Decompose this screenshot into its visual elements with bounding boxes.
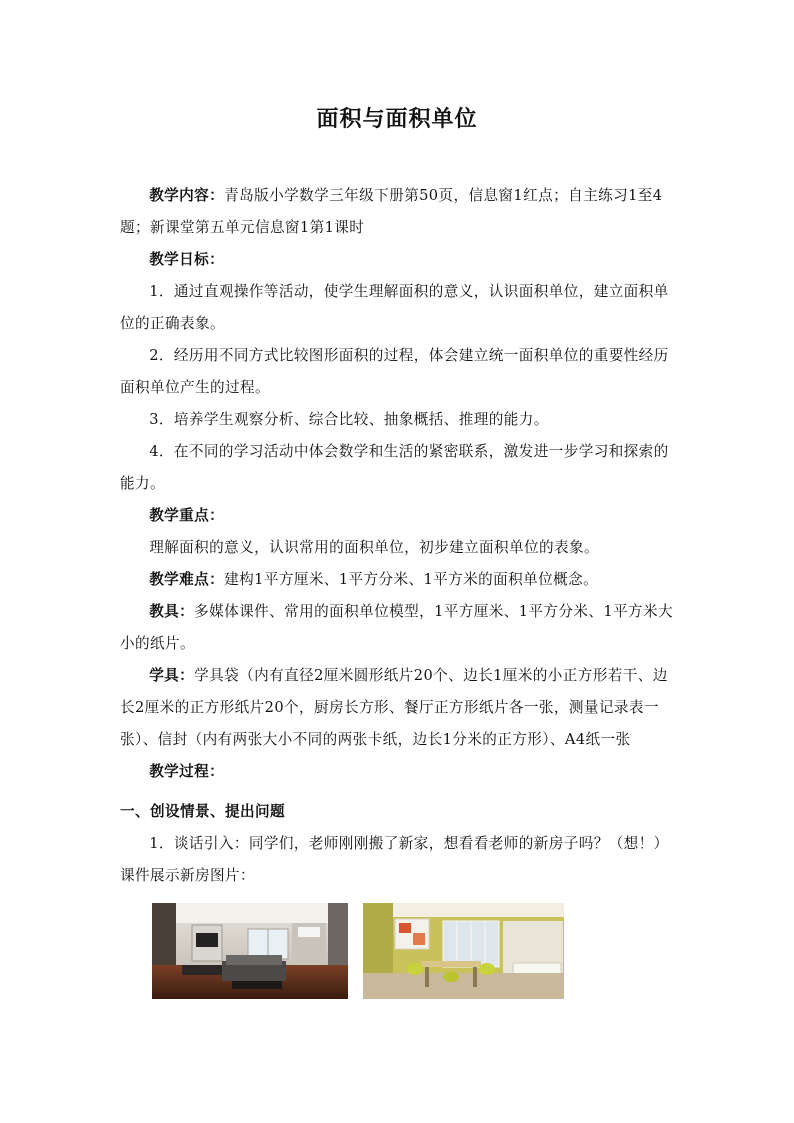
learning-aids-text: 学具袋（内有直径2厘米圆形纸片20个、边长1厘米的小正方形若干、边长2厘米的正方形纸片20个，厨房长方形、餐厅正方形纸片各一张，测量记录表一张）、信封（内有两张大小不同的两张卡纸，边长1分米的正方形）、A4纸一张 [120,667,668,748]
objective-item: 3．培养学生观察分析、综合比较、抽象概括、推理的能力。 [149,411,549,428]
lesson-content [120,180,676,892]
teaching-aids-paragraph [120,596,676,660]
teaching-content-label: 教学内容： [149,187,225,204]
page-title: 面积与面积单位 [316,107,478,132]
objectives-heading: 教学日标： [149,251,225,268]
key-points-heading: 教学重点： [149,507,225,524]
difficulty-text: 建构1平方厘米、1平方分米、1平方米的面积单位概念。 [224,571,599,588]
step-1-text: 1．谈话引入：同学们，老师刚刚搬了新家，想看看老师的新房子吗？（想！）课件展示新房图片： [120,835,669,884]
learning-aids-label: 学具： [149,667,195,684]
teaching-aids-text: 多媒体课件、常用的面积单位模型，1平方厘米、1平方分米、1平方米大小的纸片。 [120,603,674,652]
dining-room-photo [363,903,564,999]
objective-item: 4．在不同的学习活动中体会数学和生活的紧密联系，激发进一步学习和探索的能力。 [120,443,669,492]
objective-item: 2．经历用不同方式比较图形面积的过程，体会建立统一面积单位的重要性经历面积单位产生的过程。 [120,347,669,396]
new-house-photos [152,903,572,999]
teaching-content-paragraph [120,180,676,244]
difficulty-paragraph [120,564,676,596]
teaching-content-text: 青岛版小学数学三年级下册第50页，信息窗1红点；自主练习1至4题；新课堂第五单元信息窗1第1课时 [120,187,663,236]
section-1-heading: 一、创设情景、提出问题 [120,803,285,820]
process-heading: 教学过程： [149,763,225,780]
difficulty-label: 教学难点： [149,571,225,588]
teaching-aids-label: 教具： [149,603,195,620]
living-room-illustration [152,903,348,999]
learning-aids-paragraph [120,660,676,756]
key-points-text: 理解面积的意义，认识常用的面积单位，初步建立面积单位的表象。 [149,539,600,556]
dining-room-illustration [363,903,564,999]
objective-item: 1．通过直观操作等活动，使学生理解面积的意义，认识面积单位，建立面积单位的正确表象。 [120,283,669,332]
living-room-photo [152,903,348,999]
